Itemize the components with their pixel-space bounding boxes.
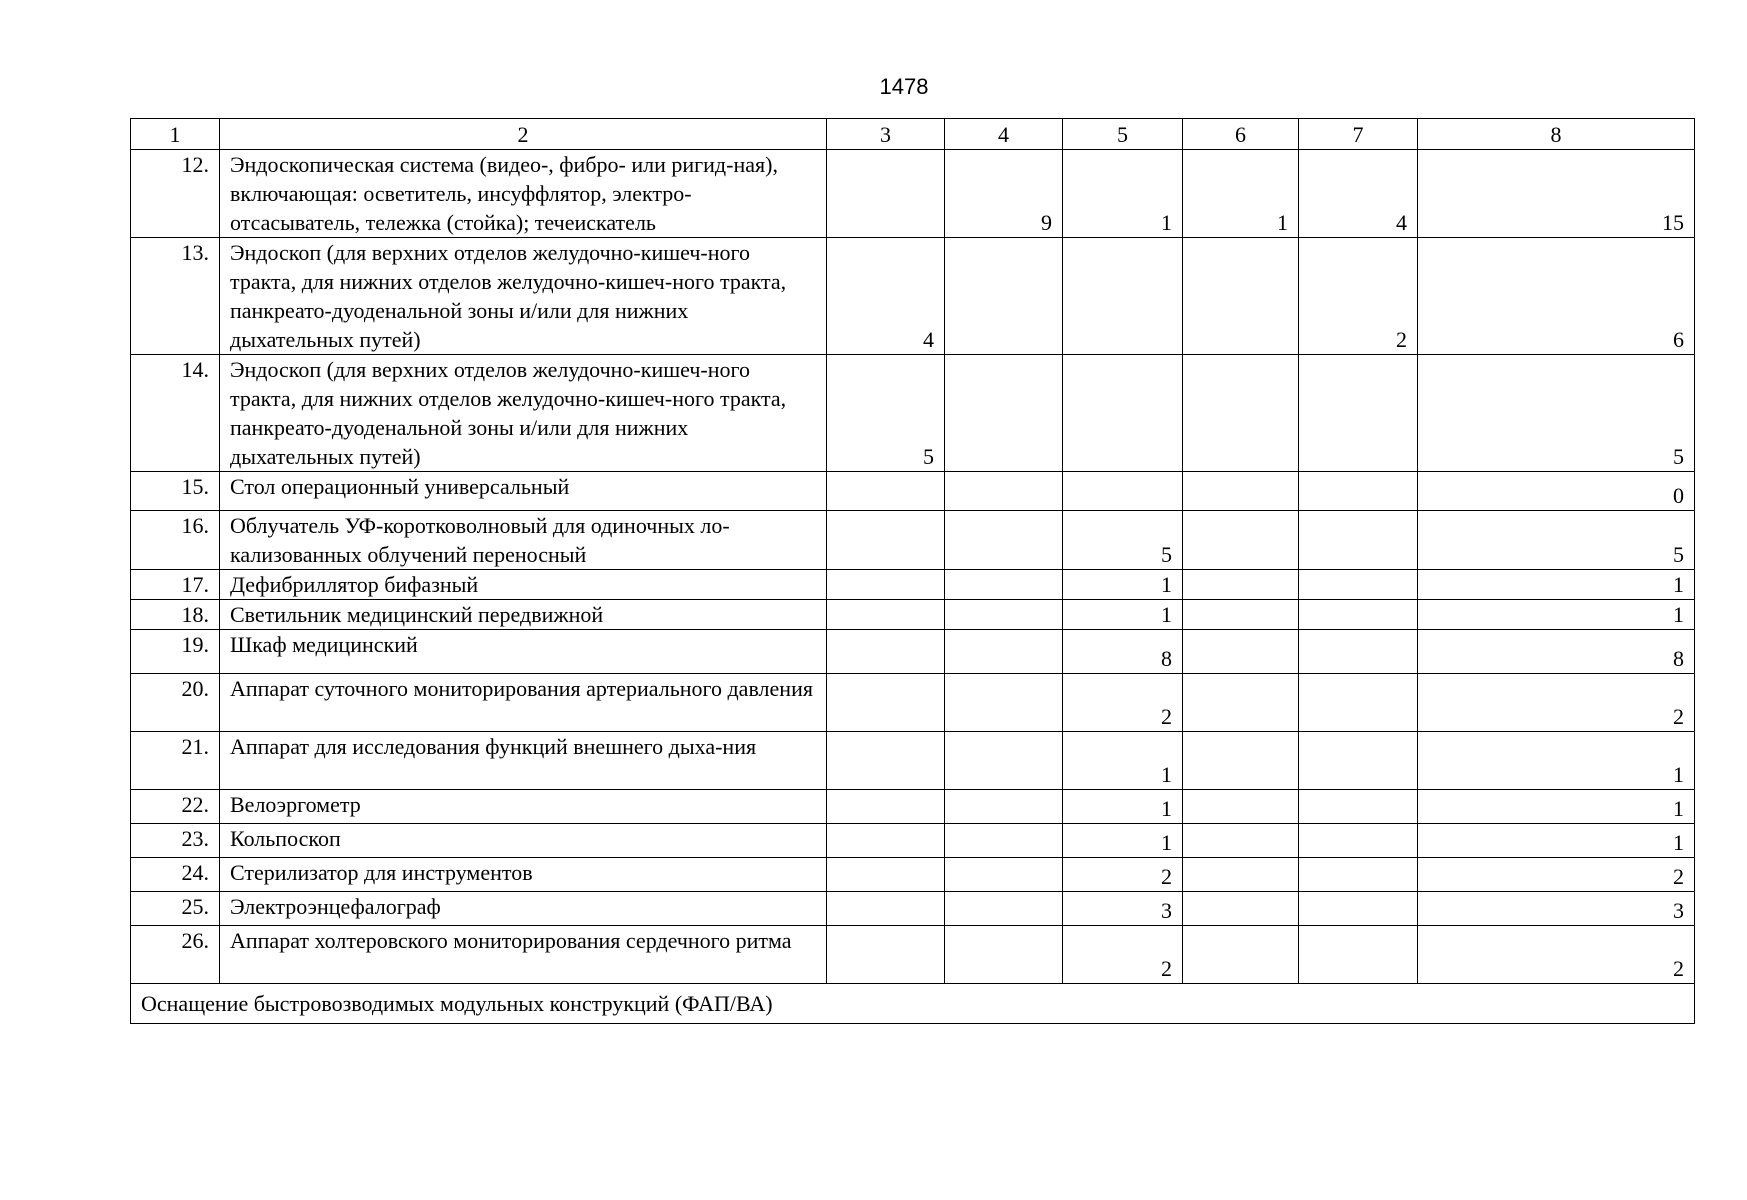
table-row <box>131 150 1695 238</box>
row-number: 15. <box>131 472 220 511</box>
quantity-cell-c6 <box>1183 238 1299 355</box>
quantity-cell-c5 <box>1063 472 1183 511</box>
quantity-cell-c8: 15 <box>1418 150 1695 238</box>
section-footer-row <box>131 984 1695 1024</box>
quantity-cell-c6 <box>1183 790 1299 824</box>
quantity-cell-c7 <box>1299 511 1418 570</box>
table-row <box>131 858 1695 892</box>
quantity-cell-c8: 1 <box>1418 790 1695 824</box>
quantity-cell-c8: 5 <box>1418 511 1695 570</box>
quantity-cell-c4 <box>945 570 1063 600</box>
header-cell: 1 <box>131 119 220 150</box>
row-number: 20. <box>131 674 220 732</box>
quantity-cell-c5: 1 <box>1063 600 1183 630</box>
quantity-cell-c4 <box>945 355 1063 472</box>
quantity-cell-c4: 9 <box>945 150 1063 238</box>
quantity-cell-c8: 1 <box>1418 824 1695 858</box>
quantity-cell-c3 <box>827 858 945 892</box>
row-number: 22. <box>131 790 220 824</box>
equipment-name: Электроэнцефалограф <box>220 892 827 926</box>
quantity-cell-c4 <box>945 858 1063 892</box>
quantity-cell-c3 <box>827 674 945 732</box>
quantity-cell-c4 <box>945 926 1063 984</box>
quantity-cell-c6 <box>1183 570 1299 600</box>
table-row <box>131 790 1695 824</box>
quantity-cell-c3: 4 <box>827 238 945 355</box>
quantity-cell-c3 <box>827 150 945 238</box>
row-number: 19. <box>131 630 220 674</box>
quantity-cell-c5 <box>1063 238 1183 355</box>
quantity-cell-c5: 2 <box>1063 674 1183 732</box>
quantity-cell-c4 <box>945 732 1063 790</box>
quantity-cell-c7 <box>1299 630 1418 674</box>
quantity-cell-c3 <box>827 926 945 984</box>
quantity-cell-c7 <box>1299 674 1418 732</box>
quantity-cell-c3 <box>827 630 945 674</box>
equipment-name: Аппарат суточного мониторирования артериального давления <box>220 674 827 732</box>
quantity-cell-c8: 1 <box>1418 570 1695 600</box>
quantity-cell-c5: 1 <box>1063 732 1183 790</box>
quantity-cell-c4 <box>945 600 1063 630</box>
equipment-name: Аппарат для исследования функций внешнего дыха-ния <box>220 732 827 790</box>
row-number: 17. <box>131 570 220 600</box>
quantity-cell-c5: 8 <box>1063 630 1183 674</box>
quantity-cell-c3 <box>827 600 945 630</box>
row-number: 23. <box>131 824 220 858</box>
quantity-cell-c3 <box>827 570 945 600</box>
table-row <box>131 600 1695 630</box>
quantity-cell-c6 <box>1183 674 1299 732</box>
equipment-name: Эндоскоп (для верхних отделов желудочно-кишеч-ного тракта, для нижних отделов желудочно-кишеч-ного тракта, панкреато-дуоденальной зоны и/или для нижних дыхательных путей) <box>220 238 827 355</box>
quantity-cell-c8: 8 <box>1418 630 1695 674</box>
quantity-cell-c6 <box>1183 824 1299 858</box>
quantity-cell-c7: 2 <box>1299 238 1418 355</box>
equipment-table <box>130 118 1695 1024</box>
quantity-cell-c8: 5 <box>1418 355 1695 472</box>
header-cell: 6 <box>1183 119 1299 150</box>
row-number: 13. <box>131 238 220 355</box>
equipment-name: Кольпоскоп <box>220 824 827 858</box>
equipment-name: Светильник медицинский передвижной <box>220 600 827 630</box>
row-number: 16. <box>131 511 220 570</box>
quantity-cell-c5: 1 <box>1063 150 1183 238</box>
quantity-cell-c6 <box>1183 630 1299 674</box>
section-title: Оснащение быстровозводимых модульных конструкций (ФАП/ВА) <box>131 984 1695 1024</box>
row-number: 18. <box>131 600 220 630</box>
table-row <box>131 472 1695 511</box>
table-row <box>131 570 1695 600</box>
header-cell: 7 <box>1299 119 1418 150</box>
quantity-cell-c7 <box>1299 600 1418 630</box>
table-row <box>131 238 1695 355</box>
quantity-cell-c5: 1 <box>1063 824 1183 858</box>
equipment-name: Стерилизатор для инструментов <box>220 858 827 892</box>
header-cell: 2 <box>220 119 827 150</box>
table-row <box>131 926 1695 984</box>
row-number: 26. <box>131 926 220 984</box>
equipment-name: Эндоскоп (для верхних отделов желудочно-кишеч-ного тракта, для нижних отделов желудочно-кишеч-ного тракта, панкреато-дуоденальной зоны и/или для нижних дыхательных путей) <box>220 355 827 472</box>
quantity-cell-c8: 2 <box>1418 926 1695 984</box>
equipment-name: Шкаф медицинский <box>220 630 827 674</box>
table-row <box>131 674 1695 732</box>
quantity-cell-c4 <box>945 630 1063 674</box>
equipment-name: Облучатель УФ-коротковолновый для одиночных ло-кализованных облучений переносный <box>220 511 827 570</box>
quantity-cell-c7 <box>1299 790 1418 824</box>
row-number: 12. <box>131 150 220 238</box>
quantity-cell-c6 <box>1183 926 1299 984</box>
quantity-cell-c7 <box>1299 732 1418 790</box>
table-row <box>131 732 1695 790</box>
table-row <box>131 892 1695 926</box>
quantity-cell-c7 <box>1299 858 1418 892</box>
quantity-cell-c5: 3 <box>1063 892 1183 926</box>
table-row <box>131 630 1695 674</box>
table-row <box>131 824 1695 858</box>
quantity-cell-c7 <box>1299 570 1418 600</box>
quantity-cell-c6 <box>1183 511 1299 570</box>
header-cell: 5 <box>1063 119 1183 150</box>
quantity-cell-c7 <box>1299 355 1418 472</box>
quantity-cell-c5 <box>1063 355 1183 472</box>
quantity-cell-c6 <box>1183 892 1299 926</box>
quantity-cell-c4 <box>945 238 1063 355</box>
equipment-name: Эндоскопическая система (видео-, фибро- или ригид-ная), включающая: осветитель, инсуффлятор, электро-отсасыватель, тележка (стойка); течеискатель <box>220 150 827 238</box>
quantity-cell-c3 <box>827 732 945 790</box>
quantity-cell-c6 <box>1183 472 1299 511</box>
quantity-cell-c4 <box>945 511 1063 570</box>
row-number: 21. <box>131 732 220 790</box>
quantity-cell-c8: 1 <box>1418 732 1695 790</box>
quantity-cell-c6 <box>1183 732 1299 790</box>
equipment-name: Стол операционный универсальный <box>220 472 827 511</box>
quantity-cell-c6 <box>1183 858 1299 892</box>
header-cell: 3 <box>827 119 945 150</box>
equipment-name: Велоэргометр <box>220 790 827 824</box>
quantity-cell-c7: 4 <box>1299 150 1418 238</box>
page-number: 1478 <box>879 74 929 99</box>
quantity-cell-c4 <box>945 790 1063 824</box>
quantity-cell-c7 <box>1299 472 1418 511</box>
quantity-cell-c6 <box>1183 600 1299 630</box>
quantity-cell-c4 <box>945 892 1063 926</box>
quantity-cell-c6 <box>1183 355 1299 472</box>
quantity-cell-c3 <box>827 824 945 858</box>
quantity-cell-c4 <box>945 824 1063 858</box>
row-number: 24. <box>131 858 220 892</box>
row-number: 25. <box>131 892 220 926</box>
quantity-cell-c8: 2 <box>1418 858 1695 892</box>
quantity-cell-c7 <box>1299 892 1418 926</box>
table-row <box>131 511 1695 570</box>
table-row <box>131 355 1695 472</box>
quantity-cell-c3: 5 <box>827 355 945 472</box>
quantity-cell-c4 <box>945 674 1063 732</box>
header-cell: 4 <box>945 119 1063 150</box>
header-cell: 8 <box>1418 119 1695 150</box>
quantity-cell-c5: 2 <box>1063 926 1183 984</box>
quantity-cell-c7 <box>1299 824 1418 858</box>
quantity-cell-c8: 3 <box>1418 892 1695 926</box>
quantity-cell-c6: 1 <box>1183 150 1299 238</box>
equipment-name: Дефибриллятор бифазный <box>220 570 827 600</box>
quantity-cell-c8: 0 <box>1418 472 1695 511</box>
quantity-cell-c3 <box>827 892 945 926</box>
row-number: 14. <box>131 355 220 472</box>
quantity-cell-c8: 6 <box>1418 238 1695 355</box>
quantity-cell-c8: 1 <box>1418 600 1695 630</box>
quantity-cell-c5: 1 <box>1063 790 1183 824</box>
quantity-cell-c7 <box>1299 926 1418 984</box>
quantity-cell-c3 <box>827 472 945 511</box>
quantity-cell-c3 <box>827 790 945 824</box>
quantity-cell-c8: 2 <box>1418 674 1695 732</box>
quantity-cell-c5: 2 <box>1063 858 1183 892</box>
equipment-name: Аппарат холтеровского мониторирования сердечного ритма <box>220 926 827 984</box>
quantity-cell-c3 <box>827 511 945 570</box>
quantity-cell-c5: 5 <box>1063 511 1183 570</box>
quantity-cell-c4 <box>945 472 1063 511</box>
quantity-cell-c5: 1 <box>1063 570 1183 600</box>
column-number-header <box>131 119 1695 150</box>
